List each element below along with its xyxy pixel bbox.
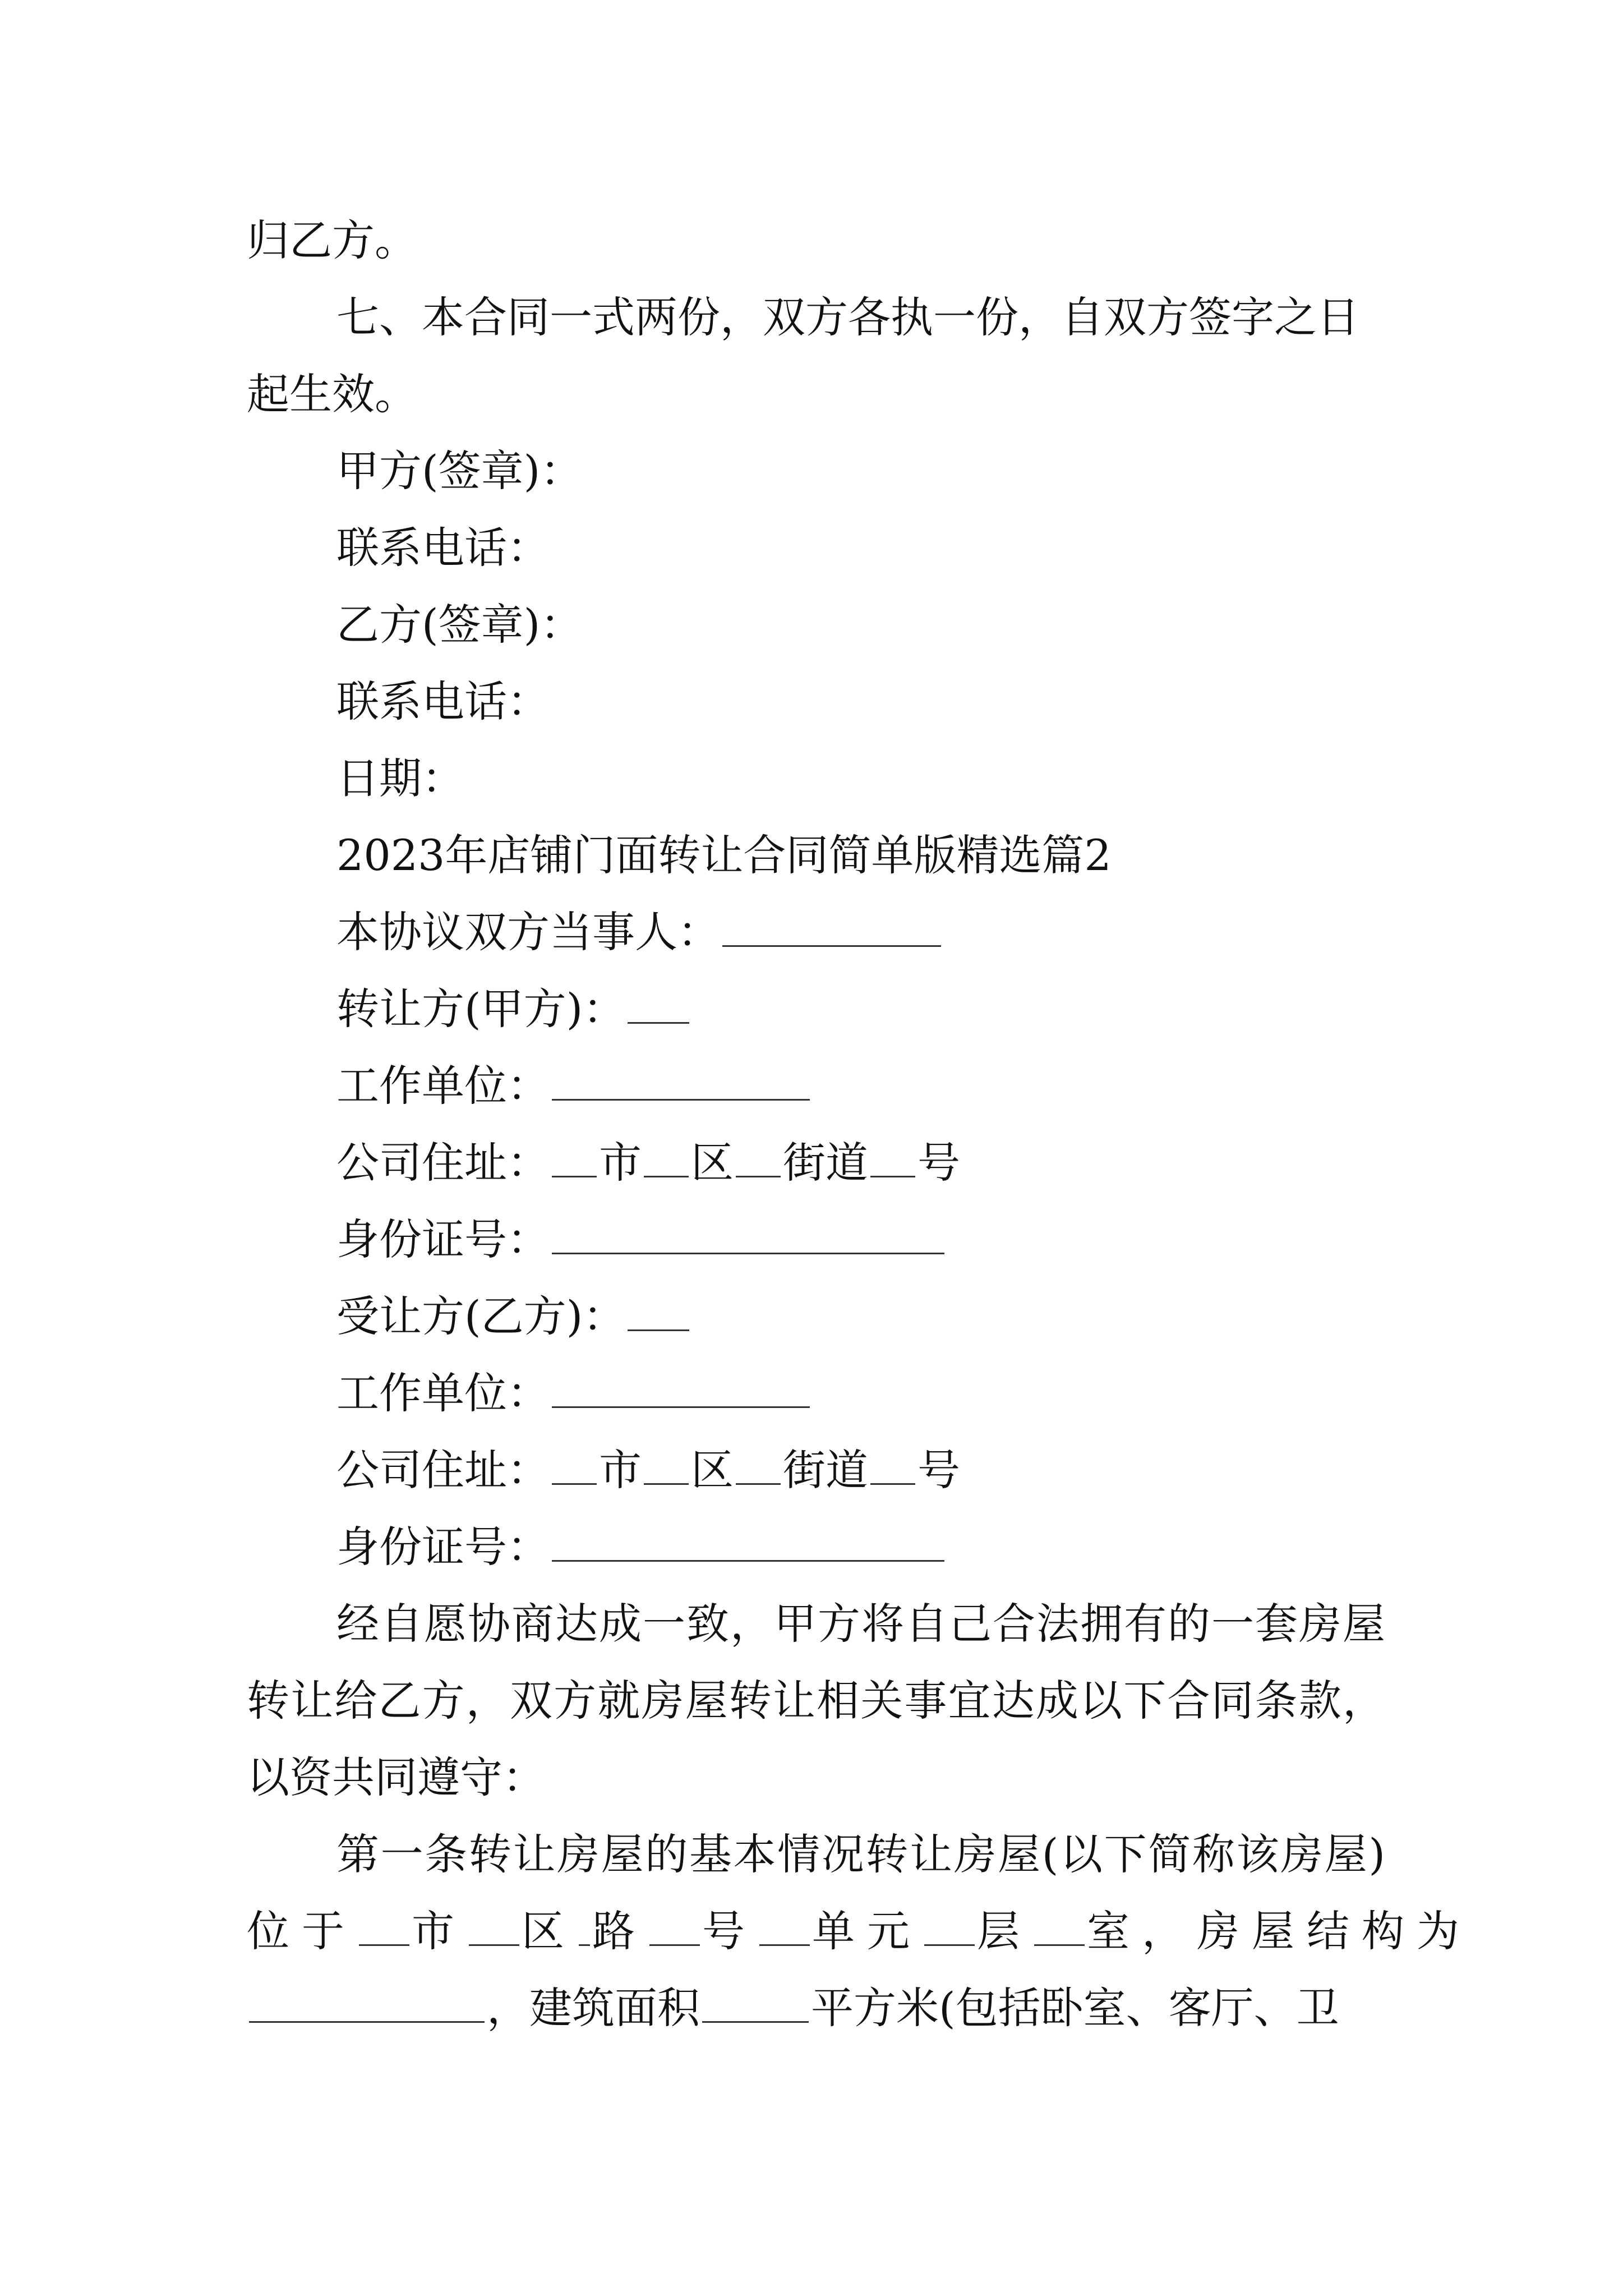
transferee-label: 受让方(乙方)： <box>336 1291 626 1341</box>
fill-blank <box>552 1135 597 1177</box>
document-page <box>247 202 1472 2046</box>
transferee-address-line <box>247 1432 1385 1508</box>
paragraph-line: 经自愿协商达成一致，甲方将自己合法拥有的一套房屋 <box>336 1599 1385 1649</box>
transferor-label: 转让方(甲方)： <box>336 984 626 1034</box>
fill-blank <box>552 1443 597 1485</box>
fill-blank <box>644 1135 689 1177</box>
work-unit-label: 工作单位： <box>336 1061 550 1111</box>
transferor-address-line <box>247 1124 1385 1201</box>
work-unit-label: 工作单位： <box>336 1368 550 1418</box>
fill-blank <box>924 1904 975 1946</box>
unit-unit: 单元 <box>812 1906 922 1956</box>
party-b-signature-label: 乙方(签章)： <box>336 600 583 650</box>
road-unit: 路 <box>592 1906 647 1956</box>
fill-blank <box>552 1366 810 1408</box>
text-line: 起生效。 <box>247 369 417 419</box>
id-number-label: 身份证号： <box>336 1214 550 1264</box>
party-a-phone-label: 联系电话： <box>336 523 550 573</box>
fill-blank <box>702 1981 809 2023</box>
date-label: 日期： <box>336 753 464 803</box>
fill-blank <box>628 1289 689 1331</box>
district-unit: 区 <box>522 1906 577 1956</box>
section-heading: 2023年店铺门面转让合同简单版精选篇2 <box>336 830 1112 880</box>
transferor-line <box>247 970 1385 1047</box>
floor-unit: 层 <box>977 1906 1032 1956</box>
fill-blank <box>552 1520 944 1562</box>
fill-blank <box>644 1443 689 1485</box>
number-unit: 号 <box>917 1138 960 1188</box>
transferor-work-unit-line <box>247 1047 1385 1124</box>
fill-blank <box>759 1904 810 1946</box>
district-unit: 区 <box>691 1445 734 1495</box>
number-unit: 号 <box>917 1445 960 1495</box>
party-b-phone-label: 联系电话： <box>336 677 550 726</box>
fill-blank <box>1034 1904 1085 1946</box>
article-one-area-line <box>247 1970 1385 2046</box>
city-unit: 市 <box>412 1906 467 1956</box>
fill-blank <box>736 1443 781 1485</box>
street-unit: 街道 <box>783 1445 868 1495</box>
fill-blank <box>649 1904 700 1946</box>
parties-line <box>247 894 1385 970</box>
id-number-label: 身份证号： <box>336 1522 550 1572</box>
fill-blank <box>722 905 941 947</box>
article-one-line: 第一条转让房屋的基本情况转让房屋(以下简称该房屋) <box>336 1829 1385 1879</box>
article-one-location-line <box>247 1893 1472 1970</box>
parties-label: 本协议双方当事人： <box>336 907 720 957</box>
paragraph-line: 转让给乙方，双方就房屋转让相关事宜达成以下合同条款， <box>247 1676 1385 1726</box>
fill-blank <box>552 1212 944 1254</box>
fill-blank <box>359 1904 409 1946</box>
street-unit: 街道 <box>783 1138 868 1188</box>
location-prefix: 位于 <box>247 1906 357 1956</box>
fill-blank <box>870 1443 915 1485</box>
text-line: 七、本合同一式两份，双方各执一份，自双方签字之日 <box>336 292 1359 342</box>
transferee-id-line <box>247 1508 1385 1585</box>
fill-blank <box>469 1904 519 1946</box>
fill-blank <box>579 1904 590 1946</box>
area-suffix: 平方米(包括卧室、客厅、卫 <box>811 1983 1339 2033</box>
paragraph-line: 以资共同遵守： <box>247 1752 545 1802</box>
structure-label: ，房屋结构为 <box>1142 1906 1472 1956</box>
area-label: ，建筑面积 <box>487 1983 700 2033</box>
text-line: 归乙方。 <box>247 215 417 265</box>
district-unit: 区 <box>691 1138 734 1188</box>
transferee-work-unit-line <box>247 1355 1385 1432</box>
transferee-line <box>247 1278 1385 1355</box>
room-unit: 室 <box>1087 1906 1142 1956</box>
party-a-signature-label: 甲方(签章)： <box>336 446 583 496</box>
city-unit: 市 <box>599 1138 642 1188</box>
fill-blank <box>249 1981 485 2023</box>
fill-blank <box>870 1135 915 1177</box>
fill-blank <box>736 1135 781 1177</box>
fill-blank <box>628 982 689 1024</box>
city-unit: 市 <box>599 1445 642 1495</box>
address-label: 公司住址： <box>336 1445 550 1495</box>
number-unit: 号 <box>702 1906 757 1956</box>
fill-blank <box>552 1059 810 1101</box>
address-label: 公司住址： <box>336 1138 550 1188</box>
transferor-id-line <box>247 1201 1385 1278</box>
